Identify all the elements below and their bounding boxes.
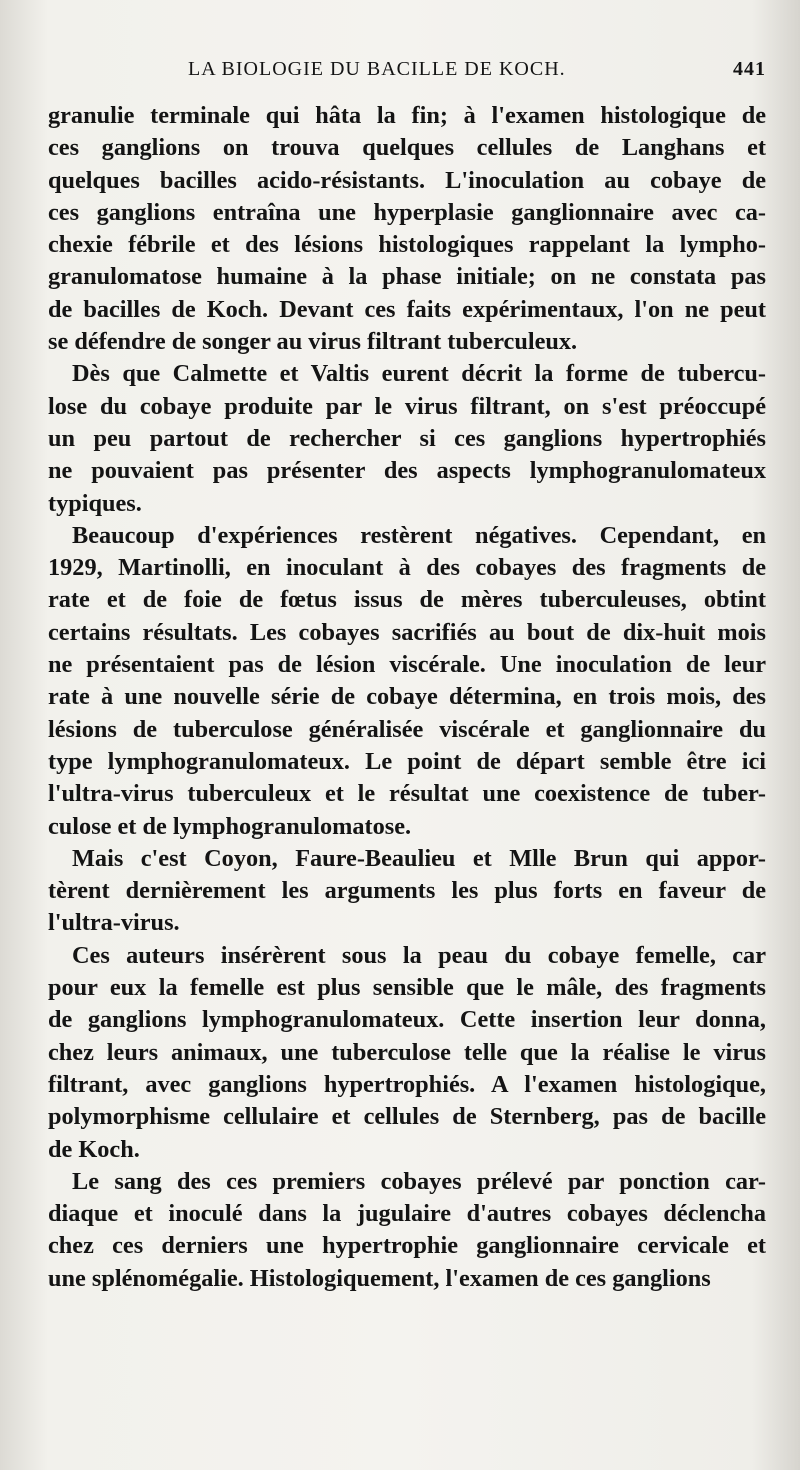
- text-line: culose et de lymphogranulomatose.: [48, 812, 412, 840]
- paragraph: [48, 1166, 766, 1295]
- text-line: quelques bacilles acido-résistants. L'inoculation au cobaye de: [48, 166, 766, 194]
- text-line: de bacilles de Koch. Devant ces faits expérimentaux, l'on ne peut: [48, 295, 766, 323]
- text-line: typiques.: [48, 489, 142, 517]
- text-line: granulie terminale qui hâta la fin; à l'examen histologique de: [48, 102, 766, 129]
- text-line: polymorphisme cellulaire et cellules de Sternberg, pas de bacille: [48, 1103, 766, 1131]
- text-line: type lymphogranulomateux. Le point de départ semble être ici: [48, 747, 766, 775]
- text-line: chez leurs animaux, une tuberculose telle que la réalise le virus: [48, 1038, 766, 1066]
- text-line: l'ultra-virus.: [48, 909, 180, 937]
- text-line: tèrent dernièrement les arguments les plus forts en faveur de: [48, 877, 766, 905]
- text-line: ces ganglions on trouva quelques cellules de Langhans et: [48, 134, 766, 162]
- text-line: certains résultats. Les cobayes sacrifiés au bout de dix-huit mois: [48, 618, 766, 646]
- running-title: LA BIOLOGIE DU BACILLE DE KOCH.: [188, 58, 566, 80]
- text-line: pour eux la femelle est plus sensible que le mâle, des fragments: [48, 974, 766, 1002]
- text-line: se défendre de songer au virus filtrant tuberculeux.: [48, 328, 578, 356]
- page-header: [48, 58, 766, 90]
- text-line: Beaucoup d'expériences restèrent négatives. Cependant, en: [72, 521, 766, 549]
- text-line: ne présentaient pas de lésion viscérale. Une inoculation de leur: [48, 651, 766, 679]
- text-line: granulomatose humaine à la phase initiale; on ne constata pas: [48, 263, 766, 291]
- paragraph: [48, 940, 766, 1166]
- text-line: lésions de tuberculose généralisée viscérale et ganglionnaire du: [48, 715, 766, 743]
- text-line: Le sang des ces premiers cobayes prélevé par ponction car-: [72, 1167, 766, 1195]
- text-line: lose du cobaye produite par le virus filtrant, on s'est préoccupé: [48, 392, 766, 420]
- paragraph: [48, 520, 766, 843]
- text-line: Ces auteurs insérèrent sous la peau du cobaye femelle, car: [72, 941, 766, 969]
- paragraph: [48, 100, 766, 358]
- text-line: de ganglions lymphogranulomateux. Cette insertion leur donna,: [48, 1006, 766, 1034]
- text-line: 1929, Martinolli, en inoculant à des cobayes des fragments de: [48, 554, 766, 582]
- text-line: ces ganglions entraîna une hyperplasie ganglionnaire avec ca-: [48, 198, 766, 226]
- text-line: un peu partout de rechercher si ces ganglions hypertrophiés: [48, 424, 766, 452]
- paragraph: [48, 358, 766, 519]
- text-line: de Koch.: [48, 1135, 140, 1163]
- paragraph: [48, 843, 766, 940]
- text-line: rate et de foie de fœtus issus de mères tuberculeuses, obtint: [48, 586, 766, 614]
- text-line: filtrant, avec ganglions hypertrophiés. A l'examen histologique,: [48, 1070, 766, 1098]
- text-line: chexie fébrile et des lésions histologiques rappelant la lympho-: [48, 231, 766, 259]
- text-line: rate à une nouvelle série de cobaye détermina, en trois mois, des: [48, 683, 766, 711]
- text-line: diaque et inoculé dans la jugulaire d'autres cobayes déclencha: [48, 1200, 766, 1228]
- body-text: [48, 100, 766, 1295]
- text-line: l'ultra-virus tuberculeux et le résultat une coexistence de tuber-: [48, 780, 766, 808]
- text-line: une splénomégalie. Histologiquement, l'examen de ces ganglions: [48, 1264, 711, 1292]
- text-line: ne pouvaient pas présenter des aspects lymphogranulomateux: [48, 457, 766, 485]
- text-line: Dès que Calmette et Valtis eurent décrit la forme de tubercu-: [72, 360, 766, 388]
- text-line: chez ces derniers une hypertrophie ganglionnaire cervicale et: [48, 1232, 766, 1260]
- page-number: 441: [733, 58, 766, 80]
- text-line: Mais c'est Coyon, Faure-Beaulieu et Mlle Brun qui appor-: [72, 844, 766, 872]
